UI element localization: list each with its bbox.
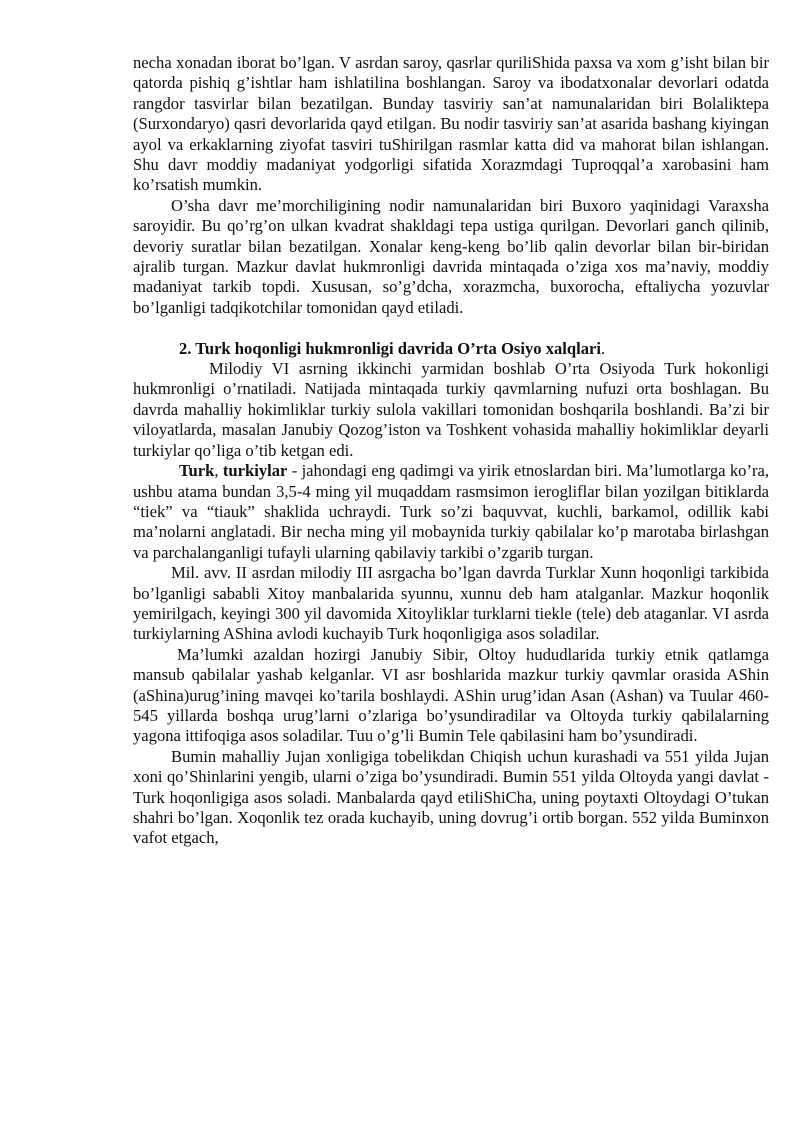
section-heading-dot: . xyxy=(601,338,606,358)
paragraph-xunn-period: Mil. avv. II asrdan milodiy III asrgacha bo’lgan davrda Turklar Xunn hoqonligi tarkibida bo’lganligi sababli Xitoy manbalarida syunnu, xunnu deb ham atalganlar. Mazkur hoqonlik yemirilgach, keyingi 300 yil davomida Xitoyliklar turklarni tiekle (tele) deb ataganlar. VI asrda turkiylarning AShina avlodi kuchayib Turk hoqonligiga asos soladilar. xyxy=(133,563,769,644)
section-heading xyxy=(133,339,769,359)
blank-line xyxy=(133,318,769,338)
term-turk: Turk xyxy=(179,461,215,481)
paragraph-ashina-clan: Ma’lumki azaldan hozirgi Janubiy Sibir, Oltoy hududlarida turkiy etnik qatlamga mansub qabilalar yashab kelganlar. VI asr boshlarida mazkur turkiy qavmlar orasida AShin (aShina)urug’ining mavqei ko’tarila boshlaydi. AShin urug’idan Asan (Ashan) va Tuular 460-545 yillarda boshqa urug’larni o’zlariga bo’ysundiradilar va Oltoyda turkiy qabilalarning yagona ittifoqiga asos soladilar. Tuu o’g’li Bumin Tele qabilasini ham bo’ysundiradi. xyxy=(133,644,769,746)
section-heading-text: 2. Turk hoqonligi hukmronligi davrida O’rta Osiyo xalqlari xyxy=(179,338,602,358)
paragraph-bumin: Bumin mahalliy Jujan xonligiga tobelikdan Chiqish uchun kurashadi va 551 yilda Jujan xoni qo’Shinlarini yengib, ularni o’ziga bo’ysundiradi. Bumin 551 yilda Oltoyda yangi davlat - Turk hoqonligiga asos soladi. Manbalarda qayd etiliShiCha, uning poytaxti Oltoydagi O’tukan shahri bo’lgan. Xoqonlik tez orada kuchayib, uning dovrug’i ortib borgan. 552 yilda Buminxon vafot etgach, xyxy=(133,746,769,848)
term-separator: , xyxy=(214,461,223,481)
term-definition: - jahondagi eng qadimgi va yirik etnoslardan biri. Ma’lumotlarga ko’ra, ushbu atama bundan 3,5-4 ming yil muqaddam rasmsimon ierogliflar bilan yozilgan bitiklarda “tiek” va “tiauk” shaklida uchraydi. Turk so’zi baquvvat, kuchli, barkamol, odillik kabi ma’nolarni anglatadi. Bir necha ming yil mobaynida turkiy qabilalar ko’p marotaba birlashgan va parchalanganligi tufayli ularning qabilaviy tarkibi o’zgarib turgan. xyxy=(133,461,770,562)
paragraph-turk-khaganate-intro: Milodiy VI asrning ikkinchi yarmidan boshlab O’rta Osiyoda Turk hokonligi hukmronligi o’rnatiladi. Natijada mintaqada turkiy qavmlarning nufuzi orta boshlagan. Bu davrda mahalliy hokimliklar turkiy sulola vakillari tomonidan boshqarila boshlandi. Ba’zi bir viloyatlarda, masalan Janubiy Qozog’iston va Toshkent vohasida mahalliy hokimliklar deyarli turkiylar qo’liga o’tib ketgan edi. xyxy=(133,359,769,460)
term-turkiylar: turkiylar xyxy=(222,461,288,481)
document-page xyxy=(133,53,769,849)
paragraph-turk-term xyxy=(133,461,769,563)
paragraph-varaxsha-palace: O’sha davr me’morchiligining nodir namunalaridan biri Buxoro yaqinidagi Varaxsha saroyidir. Bu qo’rg’on ulkan kvadrat shakldagi tepa ustiga qurilgan. Devorlari ganch qilinib, devoriy suratlar bilan bezatilgan. Xonalar keng-keng bo’lib qalin devorlar bilan bir-biridan ajralib turgan. Mazkur davlat hukmronligi davrida mintaqada o’ziga xos ma’naviy, moddiy madaniyat tarkib topdi. Xususan, so’g’dcha, xorazmcha, buxorocha, eftaliycha yozuvlar bo’lganligi tadqikotchilar tomonidan qayd etiladi. xyxy=(133,195,769,317)
paragraph-architecture-continued: necha xonadan iborat bo’lgan. V asrdan saroy, qasrlar quriliShida paxsa va xom g’isht bilan bir qatorda pishiq g’ishtlar ham ishlatilina boshlangan. Saroy va ibodatxonalar devorlari odatda rangdor tasvirlar bilan bezatilgan. Bunday tasviriy san’at namunalaridan biri Bolaliktepa (Surxondaryo) qasri devorlarida qayd etilgan. Bu nodir tasviriy san’at asarida bashang kiyingan ayol va erkaklarning ziyofat tasviri tuShirilgan rasmlar katta did va mahorat bilan ishlangan. Shu davr moddiy madaniyat yodgorligi sifatida Xorazmdagi Tuproqqal’a xarobasini ham ko’rsatish mumkin. xyxy=(133,53,769,195)
